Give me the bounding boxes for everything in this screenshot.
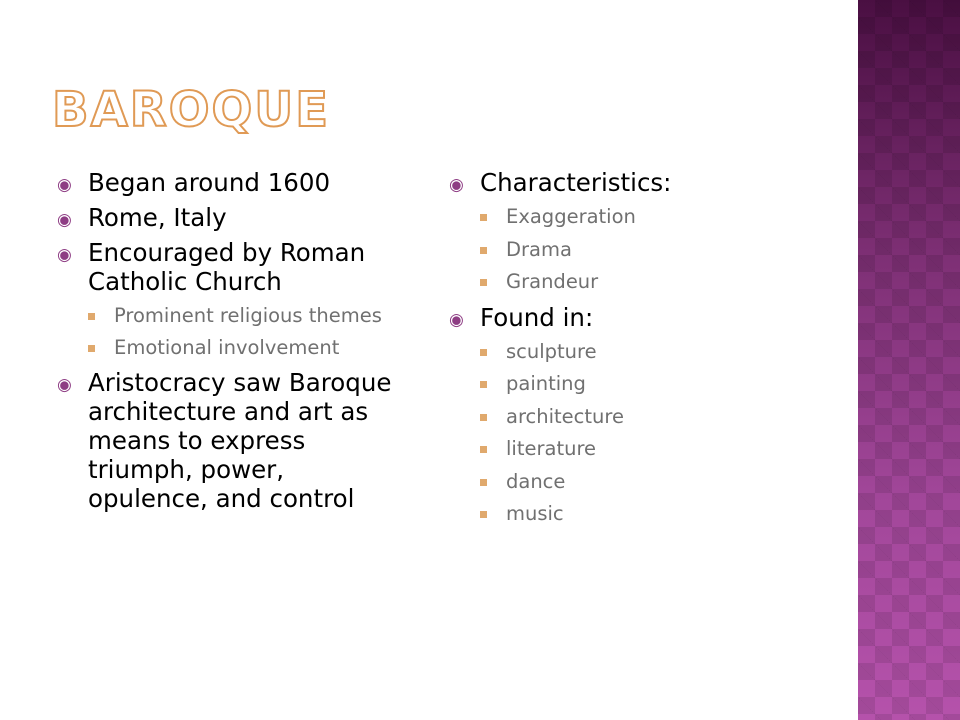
sub-bullet-text: architecture xyxy=(506,404,624,428)
square-bullet-icon xyxy=(480,479,487,486)
right-bullet-list xyxy=(449,168,749,535)
bullet-text: Began around 1600 xyxy=(88,168,331,197)
circle-dot-bullet-icon: ◉ xyxy=(57,175,72,195)
square-bullet-icon xyxy=(480,247,487,254)
bullet-text: Rome, Italy xyxy=(88,203,227,232)
square-bullet-icon xyxy=(480,279,487,286)
sub-bullet-text: painting xyxy=(506,372,586,395)
sub-bullet-item xyxy=(480,405,749,429)
sub-bullet-item xyxy=(480,437,749,461)
sub-bullet-item xyxy=(480,205,749,229)
square-bullet-icon xyxy=(480,349,487,356)
bullet-item xyxy=(449,303,749,527)
bullet-item xyxy=(57,368,407,513)
square-bullet-icon xyxy=(480,511,487,518)
sub-bullet-item xyxy=(480,270,749,294)
bullet-text: Encouraged by Roman Catholic Church xyxy=(88,238,366,296)
square-bullet-icon xyxy=(88,313,95,320)
sub-bullet-item xyxy=(480,238,749,262)
sub-bullet-text: Exaggeration xyxy=(506,205,636,228)
sub-bullet-list xyxy=(88,304,407,360)
circle-dot-bullet-icon: ◉ xyxy=(449,175,464,195)
decorative-pattern-band xyxy=(858,0,960,720)
bullet-item xyxy=(57,238,407,360)
square-bullet-icon xyxy=(480,414,487,421)
sub-bullet-text: sculpture xyxy=(506,339,597,363)
left-bullet-list xyxy=(57,168,407,519)
sub-bullet-text: music xyxy=(506,502,564,525)
sub-bullet-text: Drama xyxy=(506,237,572,261)
sub-bullet-item xyxy=(480,340,749,364)
bullet-text: Characteristics: xyxy=(480,168,672,197)
square-bullet-icon xyxy=(88,345,95,352)
sub-bullet-item xyxy=(480,502,749,526)
square-bullet-icon xyxy=(480,214,487,221)
sub-bullet-item xyxy=(88,304,407,328)
slide-title: BAROQUE xyxy=(52,82,331,138)
circle-dot-bullet-icon: ◉ xyxy=(57,245,72,265)
square-bullet-icon xyxy=(480,381,487,388)
sub-bullet-item xyxy=(88,336,407,360)
sub-bullet-text: literature xyxy=(506,437,597,460)
bullet-text: Found in: xyxy=(480,302,594,332)
circle-dot-bullet-icon: ◉ xyxy=(57,210,72,230)
circle-dot-bullet-icon: ◉ xyxy=(57,375,72,395)
sub-bullet-text: Grandeur xyxy=(506,270,599,293)
bullet-item xyxy=(449,168,749,294)
sub-bullet-list xyxy=(480,340,749,527)
bullet-item xyxy=(57,168,407,197)
bullet-text: Aristocracy saw Baroque architecture and art as means to express triumph, power, opulence, and control xyxy=(88,368,392,513)
sub-bullet-list xyxy=(480,205,749,294)
sub-bullet-item xyxy=(480,372,749,396)
sub-bullet-text: dance xyxy=(506,469,566,493)
square-bullet-icon xyxy=(480,446,487,453)
sub-bullet-text: Prominent religious themes xyxy=(114,304,382,327)
bullet-item xyxy=(57,203,407,232)
circle-dot-bullet-icon: ◉ xyxy=(449,309,464,330)
sub-bullet-item xyxy=(480,470,749,494)
sub-bullet-text: Emotional involvement xyxy=(114,336,340,359)
